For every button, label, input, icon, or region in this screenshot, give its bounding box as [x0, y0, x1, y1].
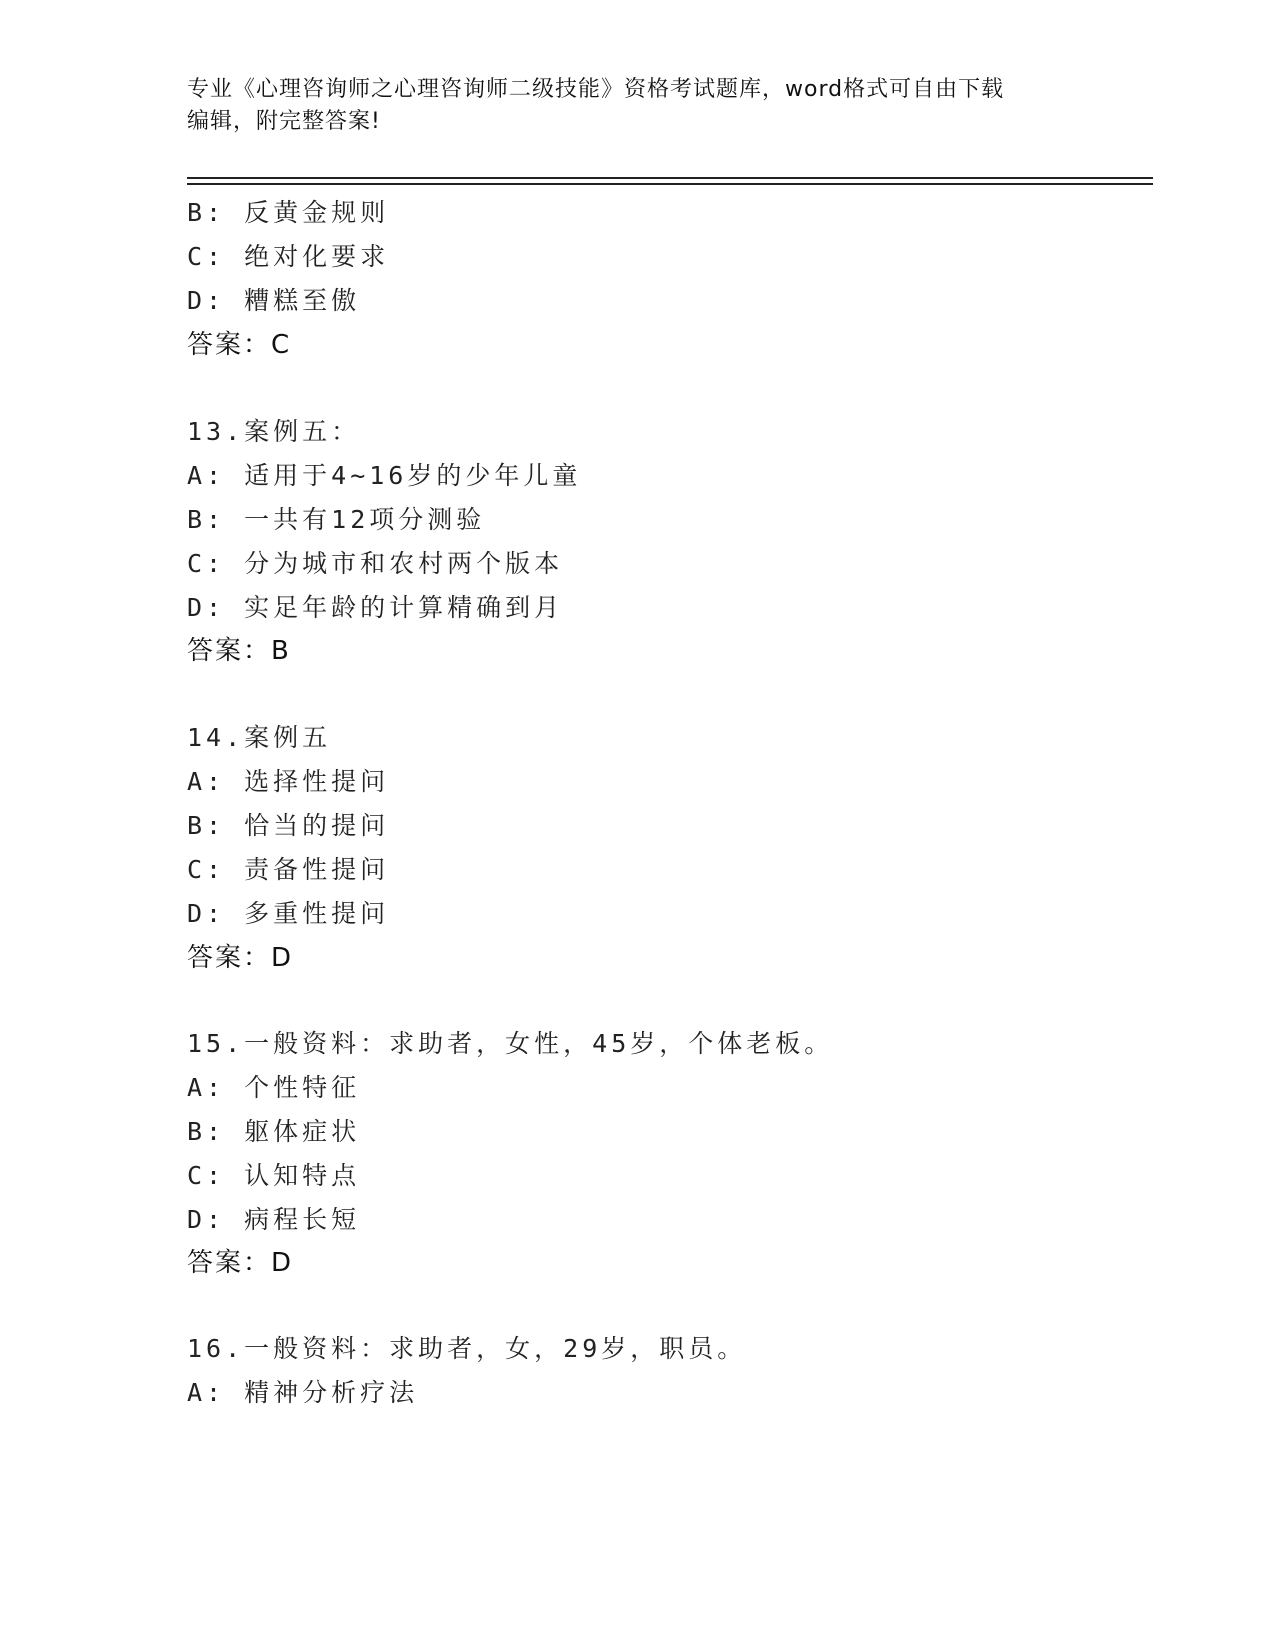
option-line: D: 实足年龄的计算精确到月 — [187, 593, 564, 622]
question-line: 13.案例五： — [187, 417, 361, 446]
option-line: B: 恰当的提问 — [187, 811, 390, 840]
option-line: D: 糟糕至傲 — [187, 286, 361, 315]
answer-line: 答案：D — [187, 1248, 294, 1278]
option-line: C: 认知特点 — [187, 1161, 361, 1190]
option-line: A: 适用于4~16岁的少年儿童 — [187, 461, 582, 490]
answer-line: 答案：D — [187, 943, 294, 973]
option-line: B: 一共有12项分测验 — [187, 505, 486, 534]
option-line: D: 病程长短 — [187, 1205, 361, 1234]
header-line: 专业《心理咨询师之心理咨询师二级技能》资格考试题库，word格式可自由下载 — [187, 77, 1005, 102]
document-header — [187, 74, 1067, 138]
header-divider — [187, 177, 1153, 179]
header-line: 编辑，附完整答案! — [187, 109, 381, 134]
question-line: 15.一般资料：求助者，女性，45岁，个体老板。 — [187, 1029, 834, 1058]
option-line: B: 躯体症状 — [187, 1117, 361, 1146]
option-line: D: 多重性提问 — [187, 899, 390, 928]
header-divider — [187, 183, 1153, 185]
option-line: B: 反黄金规则 — [187, 198, 390, 227]
answer-line: 答案：C — [187, 330, 292, 360]
option-line: C: 责备性提问 — [187, 855, 390, 884]
option-line: C: 分为城市和农村两个版本 — [187, 549, 564, 578]
option-line: A: 精神分析疗法 — [187, 1378, 419, 1407]
option-line: A: 选择性提问 — [187, 767, 390, 796]
question-line: 14.案例五 — [187, 723, 332, 752]
question-line: 16.一般资料：求助者，女，29岁，职员。 — [187, 1334, 747, 1363]
answer-line: 答案：B — [187, 636, 291, 666]
option-line: A: 个性特征 — [187, 1073, 361, 1102]
option-line: C: 绝对化要求 — [187, 242, 390, 271]
